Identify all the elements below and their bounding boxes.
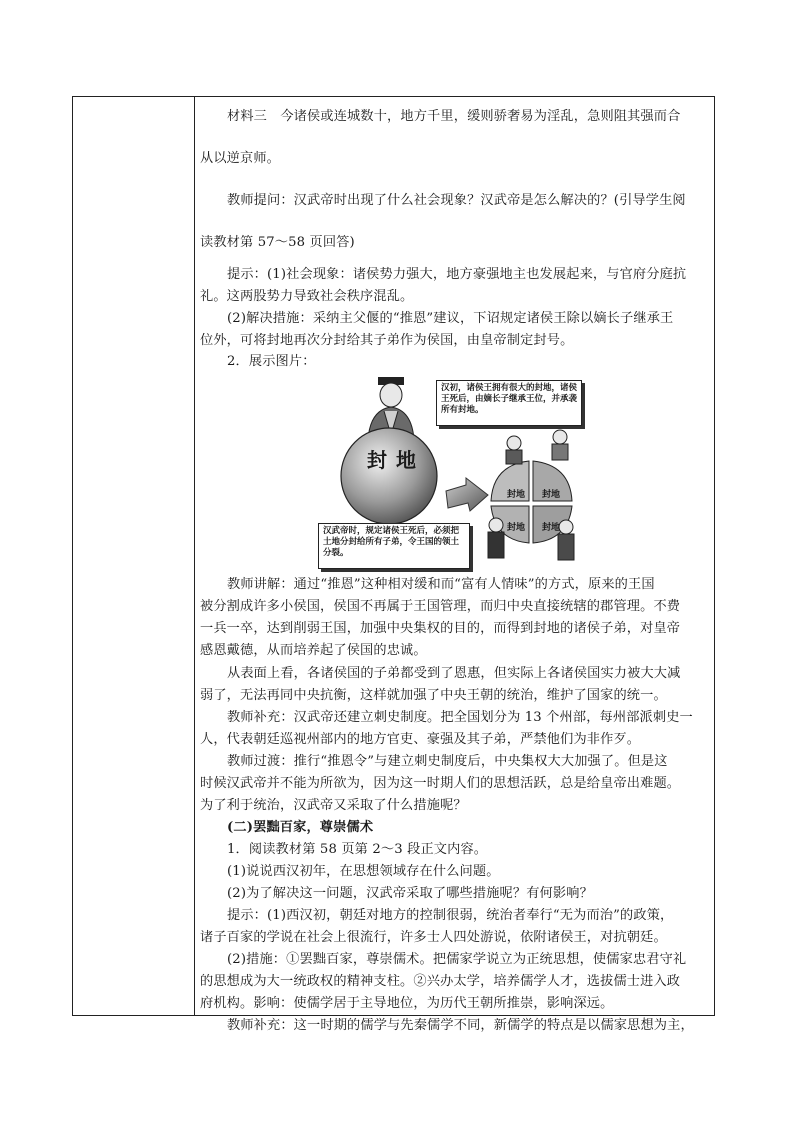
paragraph: 府机构。影响：使儒学居于主导地位，为历代王朝所推崇，影响深远。 (200, 996, 614, 1011)
land-label: 封地 (507, 490, 526, 500)
paragraph: 教师过渡：推行“推恩令”与建立刺史制度后，中央集权大大加强了。但是这 (227, 754, 668, 769)
table-column-divider (194, 96, 195, 1016)
paragraph: (1)说说西汉初年，在思想领域存在什么问题。 (227, 864, 500, 879)
paragraph: 提示：(1)西汉初，朝廷对地方的控制很弱，统治者奉行“无为而治”的政策， (227, 908, 674, 923)
paragraph: 感恩戴德，从而培养起了侯国的忠诚。 (200, 643, 427, 658)
paragraph: 教师讲解：通过“推恩”这种相对缓和而“富有人情味”的方式，原来的王国 (227, 577, 655, 592)
paragraph: 人，代表朝廷巡视州部内的地方官吏、豪强及其子弟，严禁他们为非作歹。 (200, 732, 641, 747)
paragraph: 教师提问：汉武帝时出现了什么社会现象？汉武帝是怎么解决的？(引导学生阅 (227, 193, 686, 208)
paragraph: (2)措施：①罢黜百家，尊崇儒术。把儒家学说立为正统思想，使儒家忠君守礼 (227, 952, 687, 967)
paragraph: 从表面上看，各诸侯国的子弟都受到了恩惠，但实际上各诸侯国实力被大大减 (227, 666, 681, 681)
paragraph: 位外，可将封地再次分封给其子弟作为侯国，由皇帝制定封号。 (200, 333, 574, 348)
paragraph: 1．阅读教材第 58 页第 2～3 段正文内容。 (227, 842, 488, 857)
land-label: 封地 (542, 490, 561, 500)
paragraph: 提示：(1)社会现象：诸侯势力强大，地方豪强地主也发展起来，与官府分庭抗 (227, 267, 687, 282)
paragraph: 教师补充：这一时期的儒学与先秦儒学不同，新儒学的特点是以儒家思想为主， (227, 1018, 694, 1033)
paragraph: 教师补充：汉武帝还建立刺史制度。把全国划分为 13 个州部，每州部派刺史一 (227, 710, 693, 725)
paragraph: 从以逆京师。 (200, 151, 281, 166)
paragraph: 弱了，无法再同中央抗衡，这样就加强了中央王朝的统治，维护了国家的统一。 (200, 688, 667, 703)
paragraph: 时候汉武帝并不能为所欲为，因为这一时期人们的思想活跃，总是给皇帝出难题。 (200, 776, 681, 791)
paragraph: 为了利于统治，汉武帝又采取了什么措施呢？ (200, 798, 467, 813)
paragraph: 礼。这两股势力导致社会秩序混乱。 (200, 289, 414, 304)
paragraph: 读教材第 57～58 页回答) (200, 235, 355, 250)
arrow-icon (446, 478, 488, 511)
paragraph: 2．展示图片： (227, 354, 316, 369)
big-land-ball (341, 428, 437, 524)
big-land-label: 封 地 (367, 448, 417, 472)
paragraph: (2)解决措施：采纳主父偃的“推恩”建议，下诏规定诸侯王除以嫡长子继承王 (227, 311, 674, 326)
paragraph: 的思想成为大一统政权的精神支柱。②兴办太学，培养儒学人才，选拔儒士进入政 (200, 974, 681, 989)
paragraph: (2)为了解决这一问题，汉武帝采取了哪些措施呢？有何影响？ (227, 886, 593, 901)
section-heading: (二)罢黜百家，尊崇儒术 (227, 820, 374, 835)
caption-bubble-bottom: 汉武帝时，规定诸侯王死后，必须把土地分封给所有子弟，令王国的领土分裂。 (318, 523, 470, 569)
paragraph: 被分割成许多小侯国，侯国不再属于王国管理，而归中央直接统辖的郡管理。不费 (200, 599, 681, 614)
paragraph: 材料三 今诸侯或连城数十，地方千里，缓则骄奢易为淫乱，急则阻其强而合 (227, 109, 681, 124)
caption-bubble-top: 汉初，诸侯王拥有很大的封地，诸侯王死后，由嫡长子继承王位，并承袭所有封地。 (436, 380, 582, 426)
paragraph: 一兵一卒，达到削弱王国，加强中央集权的目的，而得到封地的诸侯子弟，对皇帝 (200, 621, 681, 636)
land-label: 封地 (542, 523, 561, 533)
tuien-illustration (308, 375, 590, 573)
land-label: 封地 (507, 523, 526, 533)
paragraph: 诸子百家的学说在社会上很流行，许多士人四处游说，依附诸侯王，对抗朝廷。 (200, 930, 667, 945)
